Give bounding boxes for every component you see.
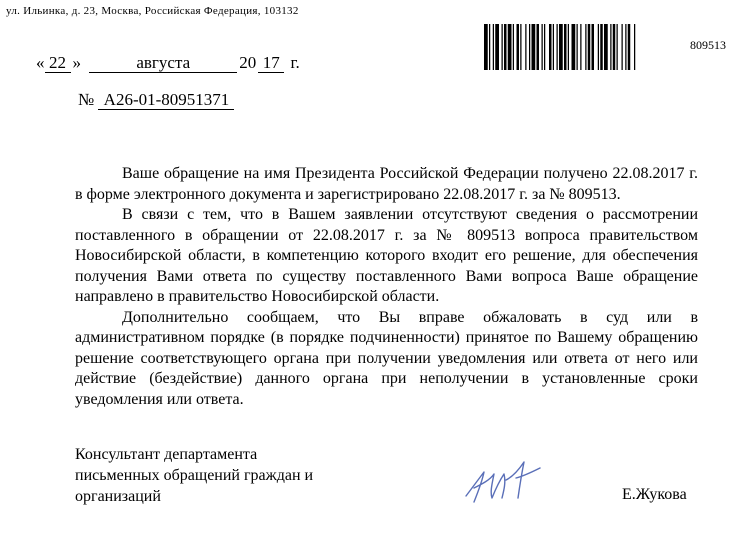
body-paragraph-3: Дополнительно сообщаем, что Вы вправе обжаловать в суд или в административном порядке (в порядке подчиненности) принятое по Вашему обращению решение соответствующего органа при получении уведомления или ответа от него или действие (бездействие) данного органа при неполучении в установленные сроки уведомления или ответа.	[75, 308, 698, 408]
barcode-bar	[577, 24, 578, 70]
barcode	[484, 24, 682, 70]
barcode-bar	[532, 24, 536, 70]
date-day: 22	[45, 53, 71, 73]
number-sign: №	[78, 90, 95, 109]
barcode-bar	[588, 24, 591, 70]
barcode-bar	[504, 24, 507, 70]
sender-address: ул. Ильинка, д. 23, Москва, Российская Федерация, 103132	[6, 5, 299, 17]
barcode-bar	[613, 24, 616, 70]
date-line	[36, 53, 300, 73]
barcode-bar	[572, 24, 576, 70]
barcode-bar	[625, 24, 626, 70]
position-line: Консультант департамента	[75, 446, 258, 463]
document-number: А26-01-80951371	[98, 90, 234, 110]
barcode-bar	[600, 24, 603, 70]
barcode-bar	[564, 24, 567, 70]
barcode-bar	[628, 24, 631, 70]
barcode-bar	[585, 24, 586, 70]
barcode-bar	[559, 24, 563, 70]
barcode-bar	[495, 24, 499, 70]
barcode-bar	[529, 24, 530, 70]
barcode-bar	[549, 24, 552, 70]
barcode-bar	[592, 24, 595, 70]
barcode-bar	[568, 24, 569, 70]
barcode-bar	[520, 24, 521, 70]
barcode-bar	[537, 24, 540, 70]
barcode-bar	[489, 24, 490, 70]
handwritten-signature	[462, 458, 546, 506]
position-line: письменных обращений граждан и	[75, 467, 314, 484]
date-month: августа	[89, 53, 237, 73]
signer-position	[75, 444, 375, 507]
barcode-bar	[634, 24, 635, 70]
barcode-bar	[542, 24, 543, 70]
barcode-bar	[604, 24, 608, 70]
barcode-bar	[622, 24, 623, 70]
signer-name: Е.Жукова	[622, 486, 687, 503]
body-paragraph-1: Ваше обращение на имя Президента Российской Федерации получено 22.08.2017 г. в форме электронного документа и зарегистрировано 22.08.2017 г. за № 809513.	[75, 165, 698, 203]
barcode-bar	[610, 24, 611, 70]
barcode-bar	[517, 24, 520, 70]
document-number-line	[78, 90, 234, 110]
barcode-bar	[617, 24, 618, 70]
date-open-quote: «	[36, 53, 45, 72]
barcode-number: 809513	[690, 38, 726, 52]
barcode-bar	[598, 24, 599, 70]
date-century: 20	[239, 53, 257, 72]
barcode-bar	[493, 24, 494, 70]
position-line: организаций	[75, 488, 161, 505]
barcode-bar	[580, 24, 581, 70]
barcode-bar	[553, 24, 554, 70]
barcode-bar	[544, 24, 545, 70]
date-year: 17	[258, 53, 284, 73]
letter-body	[75, 164, 698, 410]
barcode-bar	[508, 24, 512, 70]
barcode-bar	[525, 24, 526, 70]
barcode-bar	[484, 24, 488, 70]
barcode-bar	[502, 24, 503, 70]
barcode-bar	[513, 24, 514, 70]
body-paragraph-2: В связи с тем, что в Вашем заявлении отсутствуют сведения о рассмотрении поставленного в обращении от 22.08.2017 г. за № 809513 вопроса правительством Новосибирской области, в компетенцию которого входит его решение, для обеспечения получения Вами ответа по существу поставленного Вами вопроса Ваше обращение направлено в правительство Новосибирской области.	[75, 206, 698, 305]
barcode-bar	[557, 24, 558, 70]
date-suffix: г.	[290, 53, 300, 72]
date-close-quote: »	[72, 53, 81, 72]
